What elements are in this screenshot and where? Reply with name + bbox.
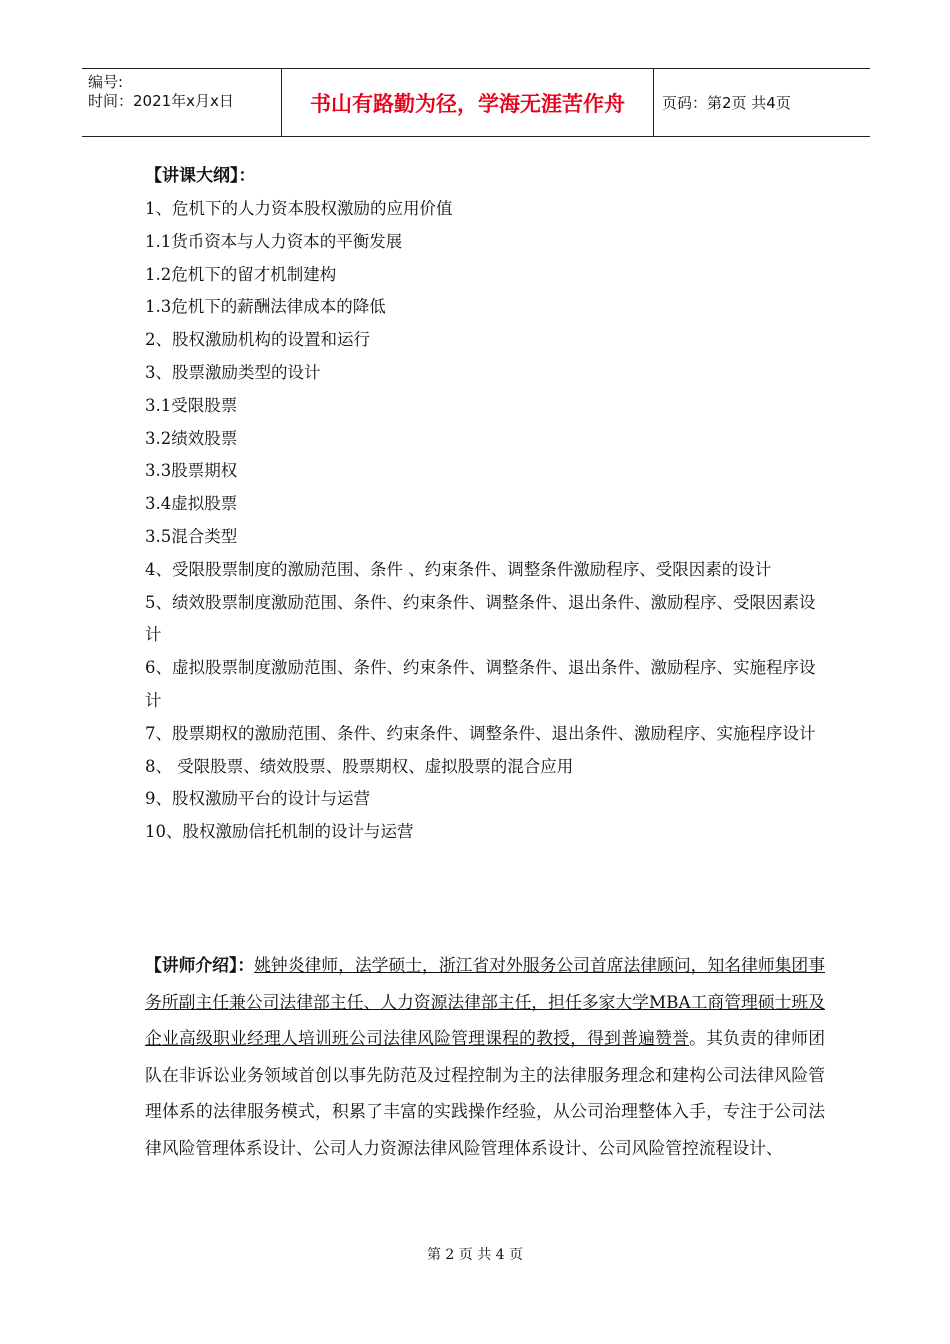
- outline-item: 3.3股票期权: [145, 461, 238, 481]
- outline-item: 1.1货币资本与人力资本的平衡发展: [145, 231, 403, 251]
- document-date: 时间：2021年x月x日: [88, 92, 234, 110]
- outline-item: 3、股票激励类型的设计: [145, 362, 321, 382]
- page-header: [82, 68, 870, 137]
- instructor-bio-highlight: 姚钟炎律师，法学硕士，浙江省对外服务公司首席法律顾问，知名律师集团事务所副主任兼公司法律部主任、人力资源法律部主任，担任多家大学MBA工商管理硕士班及企业高级职业经理人培训班公司法律风险管理课程的教授，得到普遍赞誉: [145, 955, 825, 1048]
- outline-item: 6、虚拟股票制度激励范围、条件、约束条件、调整条件、退出条件、激励程序、实施程序设计: [145, 658, 816, 710]
- outline-item: 1.2危机下的留才机制建构: [145, 264, 337, 284]
- page-footer: 第 2 页 共 4 页: [426, 1247, 524, 1263]
- header-meta: [82, 69, 282, 136]
- outline-item: 3.4虚拟股票: [145, 494, 238, 514]
- outline-list: [145, 193, 825, 849]
- outline-item: 5、绩效股票制度激励范围、条件、约束条件、调整条件、退出条件、激励程序、受限因素设计: [145, 592, 816, 645]
- outline-item: 3.1受限股票: [145, 395, 238, 415]
- header-motto: 书山有路勤为径，学海无涯苦作舟: [282, 69, 654, 136]
- document-number-label: 编号:: [88, 73, 124, 91]
- header-page-code: 页码：第2页 共4页: [662, 94, 791, 112]
- outline-item: 3.2绩效股票: [145, 428, 238, 448]
- outline-item: 8、 受限股票、绩效股票、股票期权、虚拟股票的混合应用: [145, 756, 574, 776]
- outline-item: 2、股权激励机构的设置和运行: [145, 330, 370, 350]
- outline-item: 1、危机下的人力资本股权激励的应用价值: [145, 199, 453, 218]
- outline-heading: 【讲课大纲】：: [145, 166, 256, 186]
- outline-item: 10、股权激励信托机制的设计与运营: [145, 822, 414, 842]
- outline-item: 3.5混合类型: [145, 526, 238, 546]
- instructor-label: 【讲师介绍】：: [145, 955, 255, 975]
- outline-item: 7、股票期权的激励范围、条件、约束条件、调整条件、退出条件、激励程序、实施程序设计: [145, 723, 816, 743]
- instructor-bio-text: 。其负责的律师团队在非诉讼业务领域首创以事先防范及过程控制为主的法律服务理念和建构公司法律风险管理体系的法律服务模式，积累了丰富的实践操作经验，从公司治理整体入手，专注于公司法律风险管理体系设计、公司人力资源法律风险管理体系设计、公司风险管控流程设计、: [145, 1028, 825, 1158]
- outline-item: 9、股权激励平台的设计与运营: [145, 789, 370, 809]
- instructor-introduction: [145, 947, 825, 1166]
- outline-item: 4、受限股票制度的激励范围、条件 、约束条件、调整条件激励程序、受限因素的设计: [145, 559, 772, 579]
- outline-item: 1.3危机下的薪酬法律成本的降低: [145, 297, 386, 317]
